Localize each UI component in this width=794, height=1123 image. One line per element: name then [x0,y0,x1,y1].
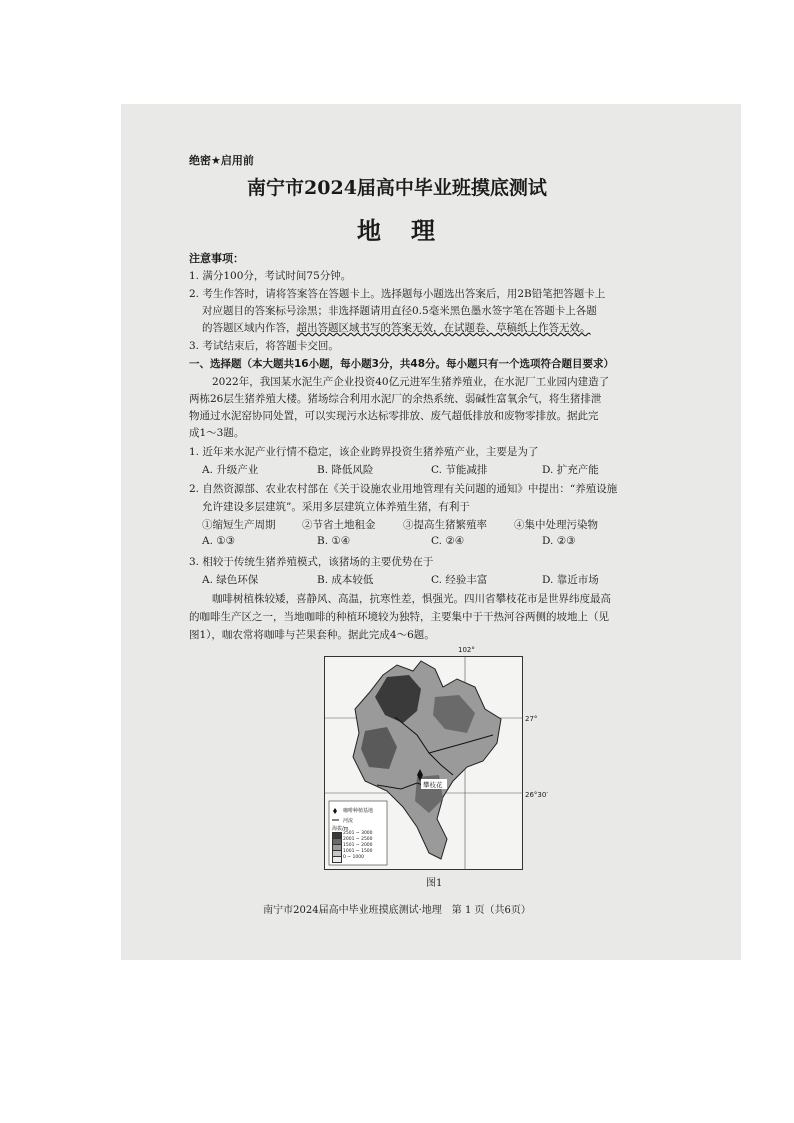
legend-coffee-label: 咖啡种植基地 [343,808,374,814]
note-3: 3. 考试结束后，将答题卡交回。 [189,340,339,352]
q1-stem: 1. 近年来水泥产业行情不稳定，该企业跨界投资生猪养殖产业，主要是为了 [189,446,539,458]
passage-1-line-1: 2022年，我国某水泥生产企业投资40亿元进军生猪养殖业，在水泥厂工业园内建造了 [212,376,610,388]
note-2-line-3 [202,320,591,335]
q1-option-a: A. 升级产业 [202,464,259,476]
note-1: 1. 满分100分，考试时间75分钟。 [189,270,352,282]
q2-option-d: D. ②③ [542,535,576,547]
map-latitude-27: 27° [525,715,538,723]
city-label: 攀枝花 [423,781,443,789]
note-2-plain: 的答题区域内作答， [202,322,297,334]
q2-item-4: ④集中处理污染物 [514,519,598,531]
section-1-heading: 一、选择题（本大题共16小题，每小题3分，共48分。每小题只有一个选项符合题目要求） [189,358,615,370]
passage-2-line-1: 咖啡树植株较矮，喜静风、高温，抗寒性差，惧强光。四川省攀枝花市是世界纬度最高 [212,593,611,605]
q2-stem-line-2: 允许建设多层建筑”。采用多层建筑立体养殖生猪，有利于 [202,501,470,513]
legend-swatch [332,856,342,863]
figure-caption: 图1 [426,878,443,889]
q1-option-c: C. 节能减排 [431,464,488,476]
q3-option-a: A. 绿色环保 [202,574,259,586]
note-2-line-1: 2. 考生作答时，请将答案答在答题卡上。选择题每小题选出答案后，用2B铅笔把答题卡上 [189,288,606,300]
q3-option-b: B. 成本较低 [317,574,374,586]
q2-item-2: ②节省土地租金 [302,519,376,531]
passage-2-line-3: 图1），咖农常将咖啡与芒果套种。据此完成4～6题。 [189,629,435,641]
q2-item-1: ①缩短生产周期 [202,519,276,531]
q2-stem-line-1: 2. 自然资源部、农业农村部在《关于设施农业用地管理有关问题的通知》中提出：“养殖设施 [189,483,618,495]
passage-1-line-4: 成1～3题。 [189,427,245,439]
q2-item-3: ③提高生猪繁殖率 [403,519,487,531]
page-footer: 南宁市2024届高中毕业班摸底测试·地理 第 1 页（共6页） [263,905,531,916]
legend-range-label: 1001 ~ 1500 [343,849,373,854]
note-2-line-2: 对应题目的答案标号涂黑；非选择题请用直径0.5毫米黑色墨水签字笔在答题卡上各题 [202,305,597,317]
legend-range-label: 2501 ~ 3000 [343,831,373,836]
confidential-label: 绝密★启用前 [189,154,254,167]
q3-option-d: D. 靠近市场 [542,574,599,586]
map-latitude-26-30: 26°30′ [525,791,548,799]
legend-range-label: 2001 ~ 2500 [343,837,373,842]
q2-option-c: C. ②④ [431,535,465,547]
legend-river-label: 河流 [343,818,354,824]
subject-char-2: 理 [411,217,437,245]
notes-heading: 注意事项： [189,252,244,265]
legend-range-label: 1501 ~ 2000 [343,843,373,848]
passage-1-line-2: 两栋26层生猪养殖大楼。猪场综合利用水泥厂的余热系统、弱碱性富氧余气，将生猪排泄 [189,393,602,405]
subject-char-1: 地 [357,217,383,245]
q1-option-b: B. 降低风险 [317,464,374,476]
coffee-map [324,656,523,870]
exam-title: 南宁市2024届高中毕业班摸底测试 [247,177,547,199]
map-longitude-label: 102° [458,646,475,654]
q3-option-c: C. 经验丰富 [431,574,488,586]
q1-option-d: D. 扩充产能 [542,464,599,476]
q3-stem: 3. 相较于传统生猪养殖模式，该猪场的主要优势在于 [189,556,434,568]
note-2-emphasis: 超出答题区域书写的答案无效，在试题卷、草稿纸上作答无效。 [296,322,591,334]
passage-2-line-2: 的咖啡生产区之一，当地咖啡的种植环境较为独特，主要集中于干热河谷两侧的坡地上（见 [189,611,609,623]
q2-option-a: A. ①③ [202,535,236,547]
subject-title [0,211,794,246]
q2-option-b: B. ①④ [317,535,351,547]
passage-1-line-3: 物通过水泥窑协同处置，可以实现污水达标零排放、废气超低排放和废物零排放。据此完 [189,410,599,422]
legend-range-label: 0 ~ 1000 [343,855,364,860]
legend-elevation-title: 海拔/m [332,826,349,832]
